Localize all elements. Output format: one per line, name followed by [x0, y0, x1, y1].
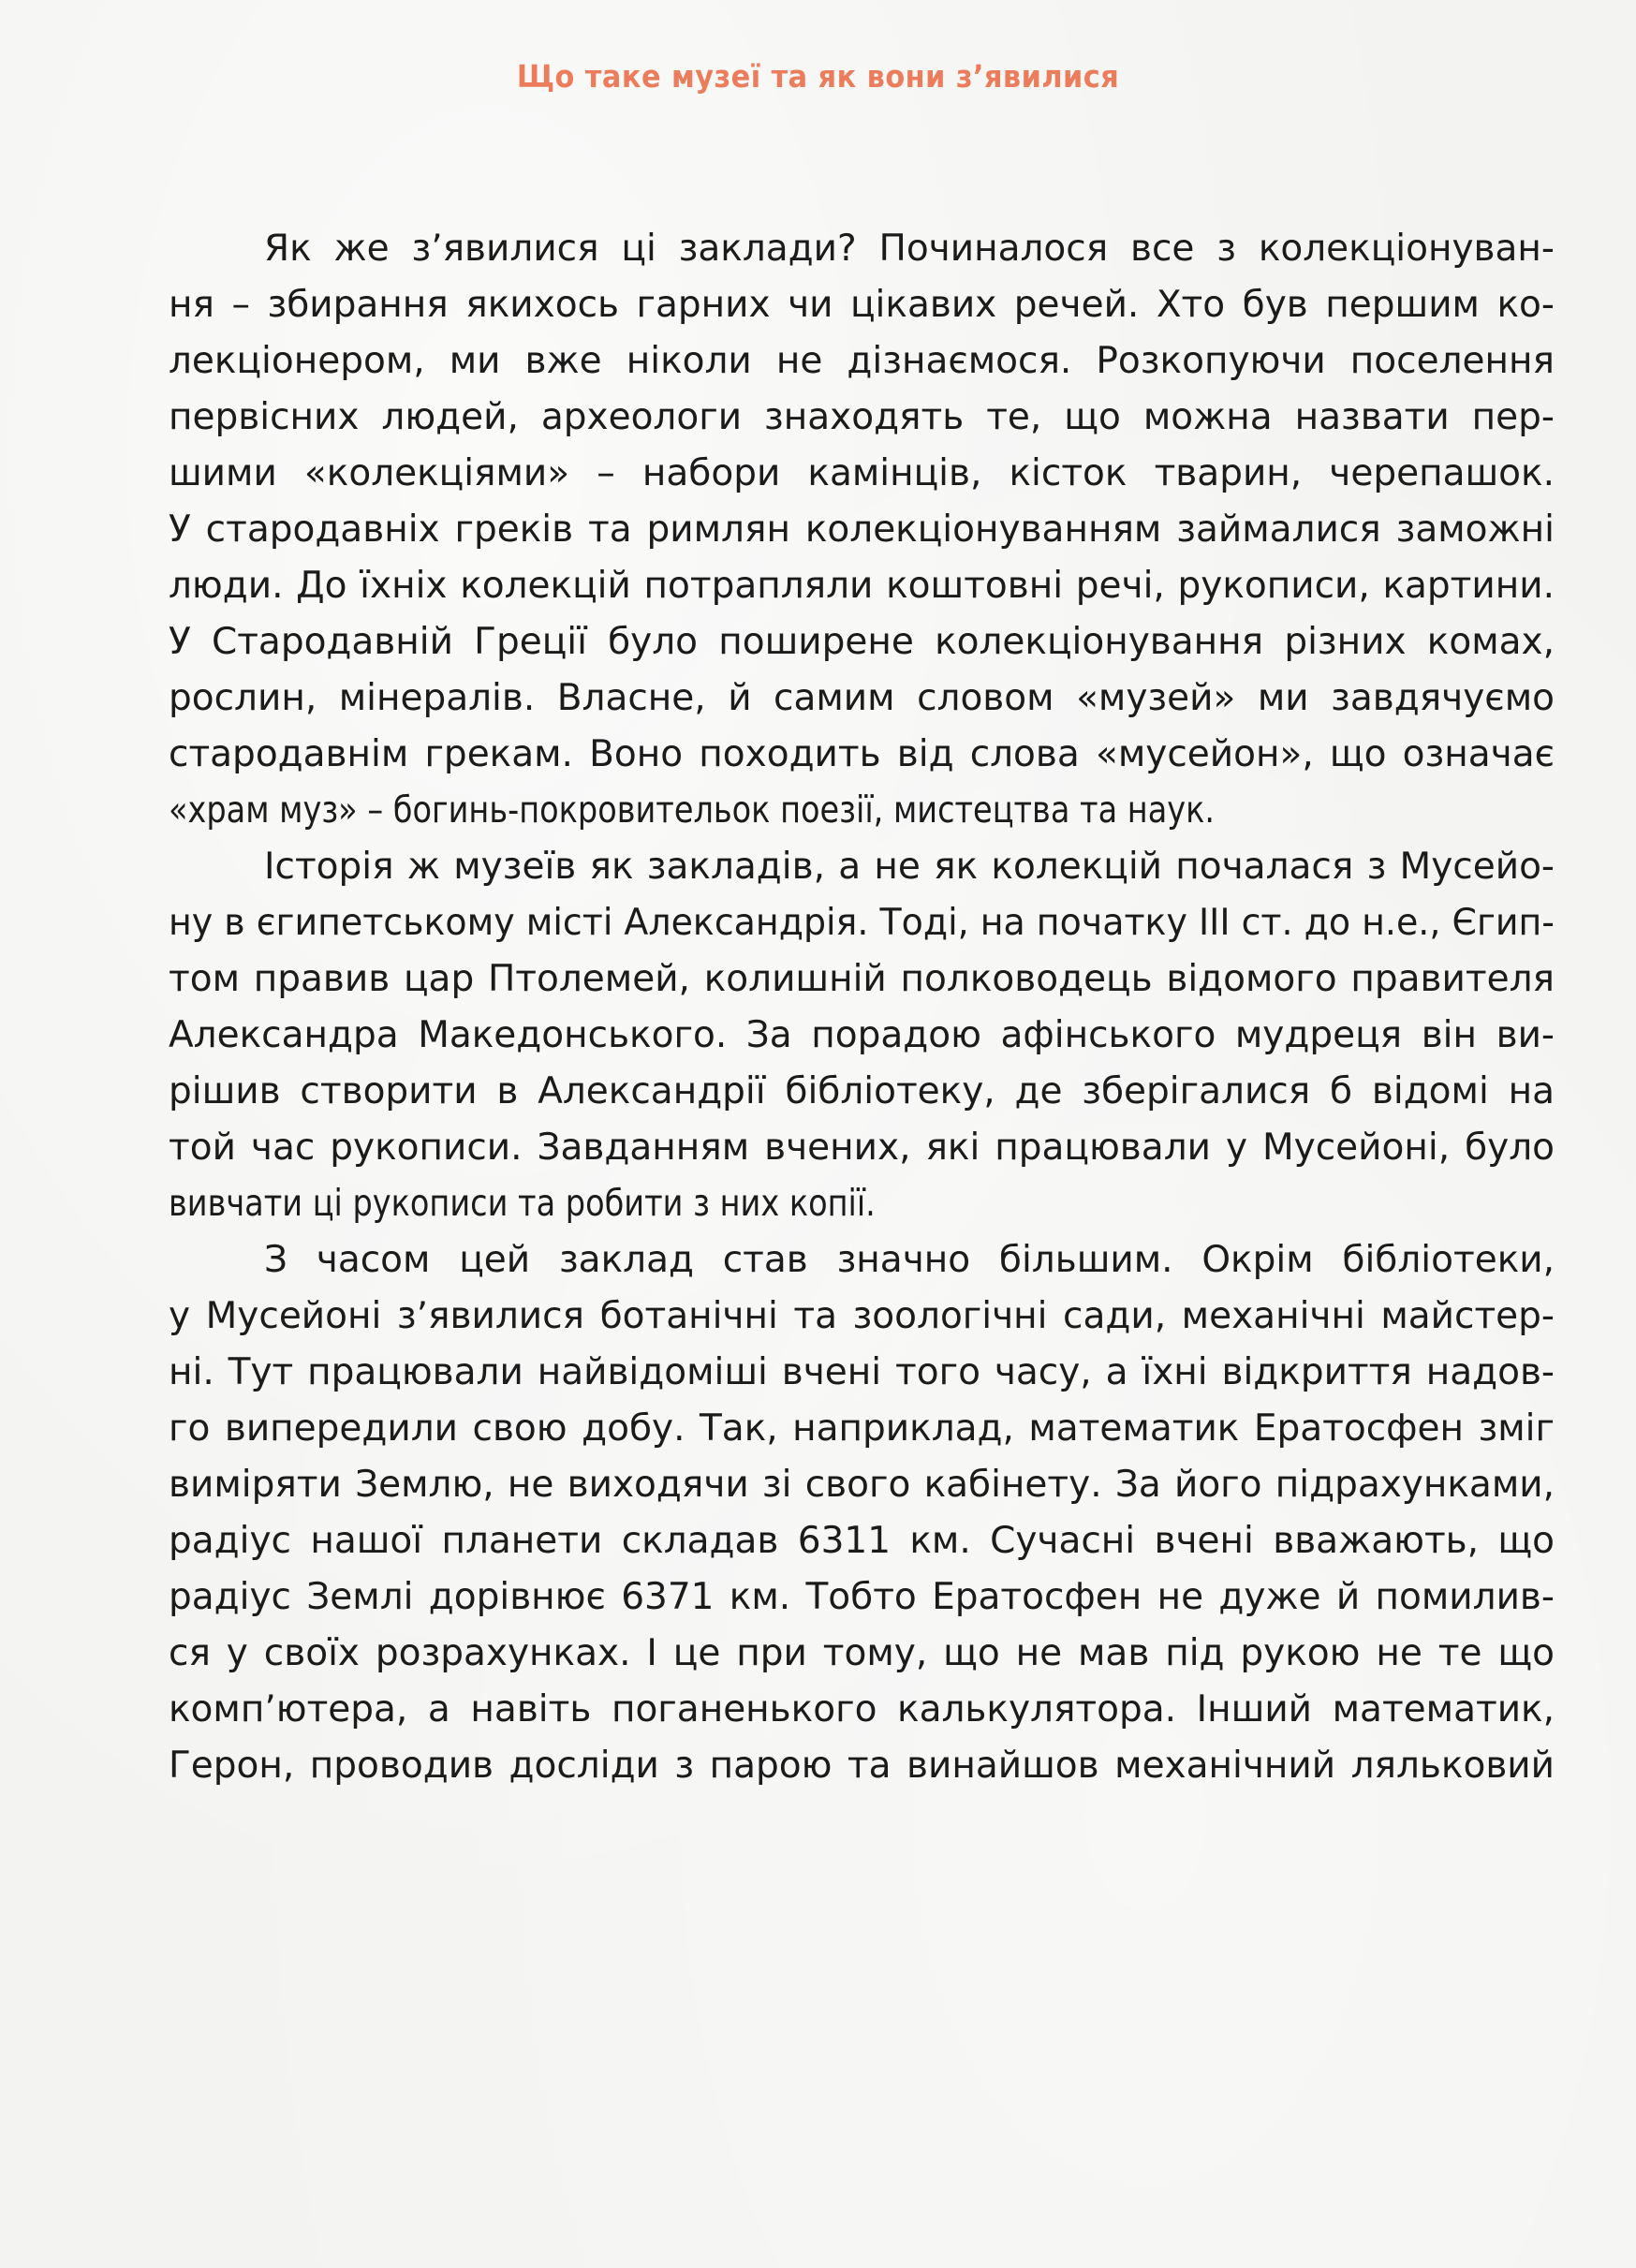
text-line: ня – збирання якихось гарних чи цікавих речей. Хто був першим ко- — [169, 284, 1555, 326]
text-line: рослин, мінералів. Власне, й самим словом «музей» ми завдячуємо — [169, 677, 1555, 719]
text-line: З часом цей заклад став значно більшим. Окрім бібліотеки, — [264, 1239, 1555, 1281]
text-line: Як же з’явилися ці заклади? Починалося все з колекціонуван- — [264, 228, 1555, 270]
text-line: рішив створити в Александрії бібліотеку, де зберігалися б відомі на — [169, 1070, 1555, 1112]
text-line: ні. Тут працювали найвідоміші вчені того часу, а їхні відкриття надов- — [169, 1351, 1555, 1393]
text-line: том правив цар Птолемей, колишній полководець відомого правителя — [169, 958, 1555, 1000]
text-line: ся у своїх розрахунках. І це при тому, що не мав під рукою не те що — [169, 1632, 1555, 1674]
text-line: ну в єгипетському місті Александрія. Тоді, на початку ІІІ ст. до н.е., Єгип- — [169, 902, 1555, 944]
text-line: лекціонером, ми вже ніколи не дізнаємося. Розкопуючи поселення — [169, 340, 1555, 382]
text-line: той час рукописи. Завданням вчених, які працювали у Мусейоні, було — [169, 1127, 1555, 1169]
text-line: У Стародавній Греції було поширене колекціонування різних комах, — [169, 621, 1555, 663]
text-line: люди. До їхніх колекцій потрапляли коштовні речі, рукописи, картини. — [169, 565, 1555, 607]
text-line: стародавнім грекам. Воно походить від слова «мусейон», що означає — [169, 733, 1555, 775]
text-line: вивчати ці рукописи та робити з них копії. — [169, 1183, 876, 1225]
text-line: «храм муз» – богинь-покровительок поезії, мистецтва та наук. — [169, 789, 1216, 832]
text-line: Історія ж музеїв як закладів, а не як колекцій почалася з Мусейо- — [264, 846, 1555, 888]
text-line: Александра Македонського. За порадою афінського мудреця він ви- — [169, 1014, 1555, 1056]
text-line: у Мусейоні з’явилися ботанічні та зоологічні сади, механічні майстер- — [169, 1295, 1555, 1337]
text-line: радіус нашої планети складав 6311 км. Сучасні вчені вважають, що — [169, 1520, 1555, 1562]
text-line: виміряти Землю, не виходячи зі свого кабінету. За його підрахунками, — [169, 1464, 1555, 1506]
text-line: Герон, проводив досліди з парою та винайшов механічний ляльковий — [169, 1745, 1555, 1787]
text-line: комп’ютера, а навіть поганенького калькулятора. Інший математик, — [169, 1688, 1555, 1730]
text-line: шими «колекціями» – набори камінців, кісток тварин, черепашок. — [169, 452, 1555, 494]
text-line: радіус Землі дорівнює 6371 км. Тобто Ератосфен не дуже й помилив- — [169, 1576, 1555, 1618]
text-line: го випередили свою добу. Так, наприклад, математик Ератосфен зміг — [169, 1407, 1555, 1450]
text-line: У стародавніх греків та римлян колекціонуванням займалися заможні — [169, 508, 1555, 551]
running-header-title: Що таке музеї та як вони з’явилися — [516, 58, 1120, 95]
text-line: первісних людей, археологи знаходять те, що можна назвати пер- — [169, 396, 1555, 438]
